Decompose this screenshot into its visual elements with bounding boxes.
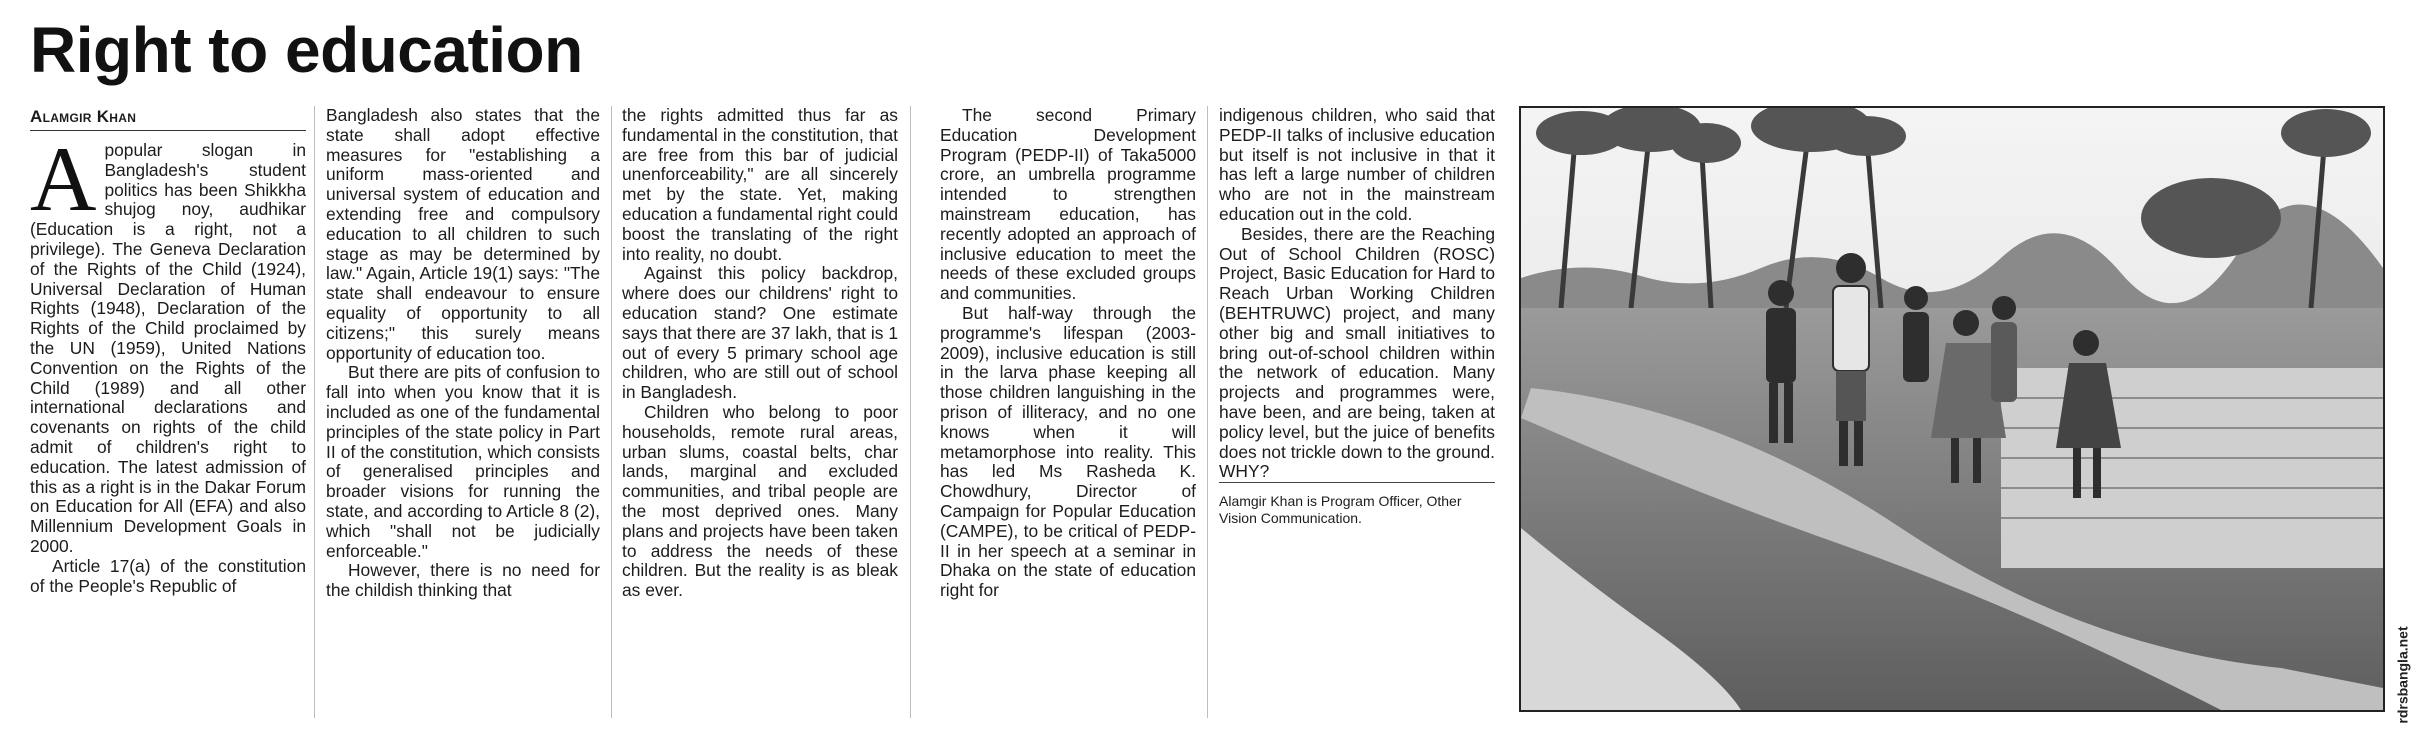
paragraph: popular slogan in Bangladesh's student politics has been Shikkha shujog noy, audhikar (Education is a right, not a privilege). The Geneva Declaration of the Rights of the Child (1924), Universal Declaration of Human Rights (1948), Declaration of the Rights of the Child proclaimed by the UN (1959), United Nations Convention on the Rights of the Child (1989) and all other international declarations and covenants on rights of the child admit of children's right to education. The latest admission of this as a right is in the Dakar Forum on Education for All (EFA) and also Millennium Development Goals in 2000.	[30, 140, 306, 556]
paragraph: the rights admitted thus far as fundamental in the constitution, that are free from this bar of judicial unenforceability," are all sincerely met by the state. Yet, making education a fundamental right could boost the translating of the right into reality, no doubt.	[622, 106, 898, 264]
photo-credit	[2387, 626, 2419, 724]
headline: Right to education	[30, 14, 583, 86]
paragraph: Article 17(a) of the constitution of the People's Republic of	[30, 555, 306, 596]
column-divider	[910, 106, 911, 718]
column-divider	[1207, 106, 1208, 718]
author-note: Alamgir Khan is Program Officer, Other Vision Communication.	[1219, 482, 1495, 527]
paragraph: Children who belong to poor households, remote rural areas, urban slums, coastal belts, char lands, marginal and excluded communities, and tribal people are the most deprived ones. Many plans and projects have been taken to address the needs of these children. But the reality is as bleak as ever.	[622, 401, 898, 601]
article-column-2	[326, 106, 600, 718]
drop-cap: A	[30, 128, 97, 230]
paragraph: But there are pits of confusion to fall into when you know that it is included as one of the fundamental principles of the state policy in Part II of the constitution, which consists of generalised principles and broader visions for running the state, and according to Article 8 (2), which "shall not be judicially enforceable."	[326, 362, 600, 561]
photo-credit-text: rdrsbangla.net	[2395, 626, 2411, 724]
paragraph: indigenous children, who said that PEDP-II talks of inclusive education but itself is not inclusive in that it has left a large number of children who are not in the mainstream education out in the cold.	[1219, 106, 1495, 224]
byline: Alamgir Khan	[30, 106, 306, 131]
column-divider	[611, 106, 612, 718]
paragraph: However, there is no need for the childish thinking that	[326, 560, 600, 601]
column-divider	[314, 106, 315, 718]
paragraph: Besides, there are the Reaching Out of School Children (ROSC) Project, Basic Education for Hard to Reach Urban Working Children (BEHTRUWC) project, and many other big and small initiatives to bring out-of-school children within the network of education. Many projects and programmes were, have been, and are being, taken at policy level, but the juice of benefits does not trickle down to the ground. WHY?	[1219, 223, 1495, 482]
paragraph: Against this policy backdrop, where does our childrens' right to education stand? One estimate says that there are 37 lakh, that is 1 out of every 5 primary school age children, who are still out of school in Bangladesh.	[622, 263, 898, 403]
article-column-3	[622, 106, 898, 718]
article-photo	[1519, 106, 2385, 712]
article-column-5	[1219, 106, 1495, 718]
paragraph: Bangladesh also states that the state shall adopt effective measures for "establishing a uniform mass-oriented and universal system of education and extending free and compulsory education to all children to such stage as may be determined by law." Again, Article 19(1) says: "The state shall endeavour to ensure equality of opportunity to all citizens;" this surely means opportunity of education too.	[326, 106, 600, 363]
photo-illustration	[1521, 108, 2383, 710]
paragraph: But half-way through the programme's lifespan (2003-2009), inclusive education is still in the larva phase keeping all those children languishing in the prison of illiteracy, and no one knows when it will metamorphose into reality. This has led Ms Rasheda K. Chowdhury, Director of Campaign for Popular Education (CAMPE), to be critical of PEDP-II in her speech at a seminar in Dhaka on the state of education right for	[940, 302, 1196, 601]
article-column-4	[940, 106, 1196, 718]
article-column-1	[30, 106, 306, 718]
paragraph: The second Primary Education Development Program (PEDP-II) of Taka5000 crore, an umbrella programme intended to strengthen mainstream education, has recently adopted an approach of inclusive education to meet the needs of these excluded groups and communities.	[940, 106, 1196, 304]
